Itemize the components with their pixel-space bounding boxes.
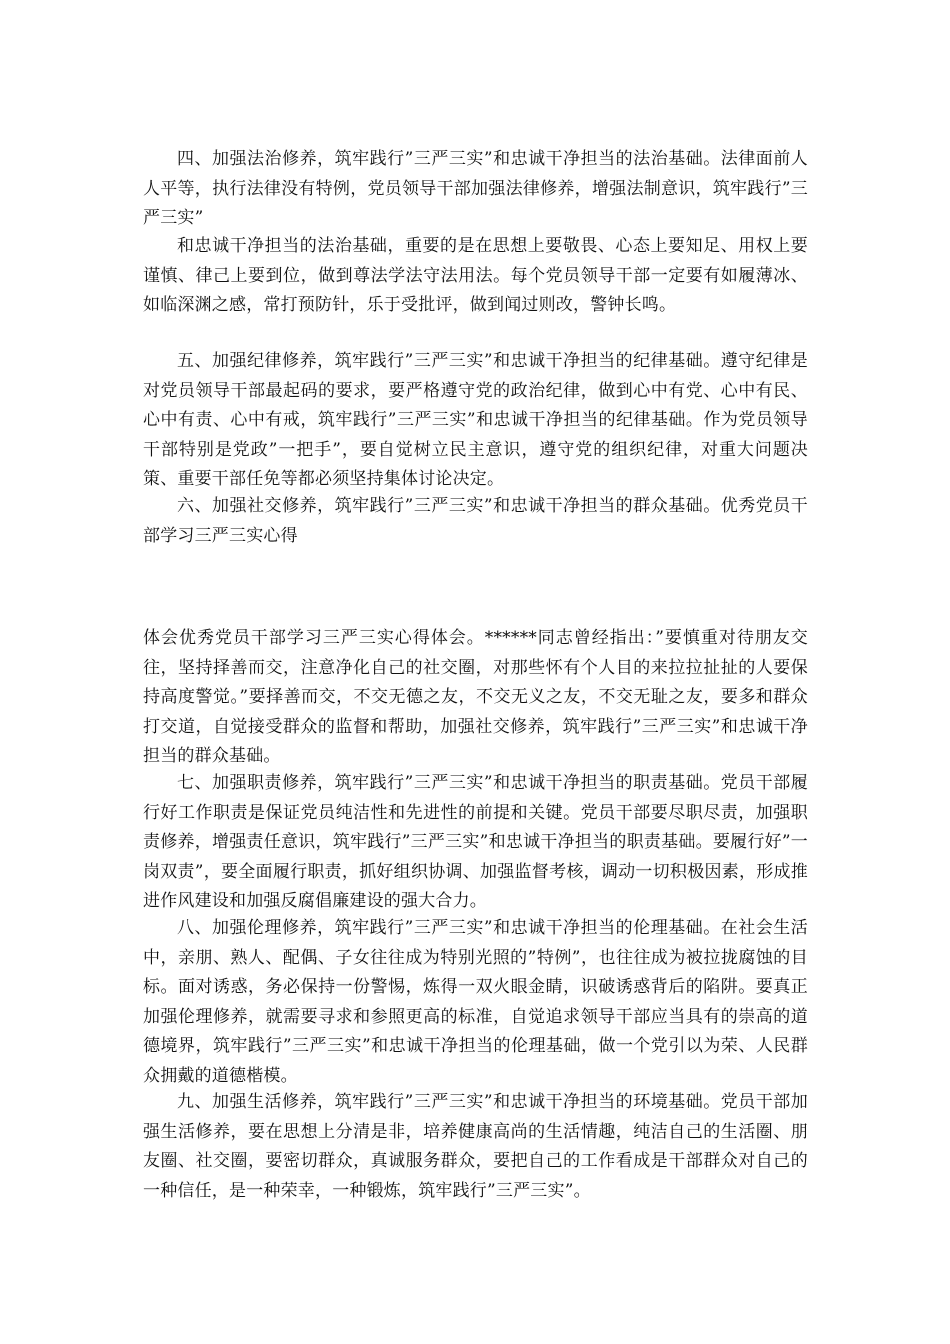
- paragraph-life: 九、加强生活修养，筑牢践行”三严三实”和忠诚干净担当的环境基础。党员干部加强生活修养，要在思想上分清是非，培养健康高尚的生活情趣，纯洁自己的生活圈、朋友圈、社交圈，要密切群众，真诚服务群众，要把自己的工作看成是干部群众对自己的一种信任，是一种荣幸，一种锻炼，筑牢践行”三严三实”。: [143, 1092, 808, 1201]
- paragraph-discipline: 五、加强纪律修养，筑牢践行”三严三实”和忠诚干净担当的纪律基础。遵守纪律是对党员领导干部最起码的要求，要严格遵守党的政治纪律，做到心中有党、心中有民、心中有责、心中有戒，筑牢践行”三严三实”和忠诚干净担当的纪律基础。作为党员领导干部特别是党政”一把手”，要自觉树立民主意识，遵守党的组织纪律，对重大问题决策、重要干部任免等都必须坚持集体讨论决定。: [143, 351, 808, 489]
- paragraph-social-continued: 体会优秀党员干部学习三严三实心得体会。******同志曾经指出：”要慎重对待朋友交往，坚持择善而交，注意净化自己的社交圈，对那些怀有个人目的来拉拉扯扯的人要保持高度警觉。”要择善而交，不交无德之友，不交无义之友，不交无耻之友，要多和群众打交道，自觉接受群众的监督和帮助，加强社交修养，筑牢践行”三严三实”和忠诚干净担当的群众基础。: [143, 628, 808, 766]
- paragraph-social: 六、加强社交修养，筑牢践行”三严三实”和忠诚干净担当的群众基础。优秀党员干部学习三严三实心得: [143, 496, 808, 546]
- paragraph-law: 四、加强法治修养，筑牢践行”三严三实”和忠诚干净担当的法治基础。法律面前人人平等，执行法律没有特例，党员领导干部加强法律修养，增强法制意识，筑牢践行”三严三实”: [143, 149, 808, 228]
- paragraph-ethics: 八、加强伦理修养，筑牢践行”三严三实”和忠诚干净担当的伦理基础。在社会生活中，亲朋、熟人、配偶、子女往往成为特别光照的”特例”，也往往成为被拉拢腐蚀的目标。面对诱惑，务必保持一份警惕，炼得一双火眼金睛，识破诱惑背后的陷阱。要真正加强伦理修养，就需要寻求和参照更高的标准，自觉追求领导干部应当具有的崇高的道德境界，筑牢践行”三严三实”和忠诚干净担当的伦理基础，做一个党引以为荣、人民群众拥戴的道德楷模。: [143, 918, 808, 1086]
- paragraph-duty: 七、加强职责修养，筑牢践行”三严三实”和忠诚干净担当的职责基础。党员干部履行好工作职责是保证党员纯洁性和先进性的前提和关键。党员干部要尽职尽责，加强职责修养，增强责任意识，筑牢践行”三严三实”和忠诚干净担当的职责基础。要履行好”一岗双责”，要全面履行职责，抓好组织协调、加强监督考核，调动一切积极因素，形成推进作风建设和加强反腐倡廉建设的强大合力。: [143, 773, 808, 911]
- paragraph-law-continued: 和忠诚干净担当的法治基础，重要的是在思想上要敬畏、心态上要知足、用权上要谨慎、律己上要到位，做到尊法学法守法用法。每个党员领导干部一定要有如履薄冰、如临深渊之感，常打预防针，乐于受批评，做到闻过则改，警钟长鸣。: [143, 236, 808, 315]
